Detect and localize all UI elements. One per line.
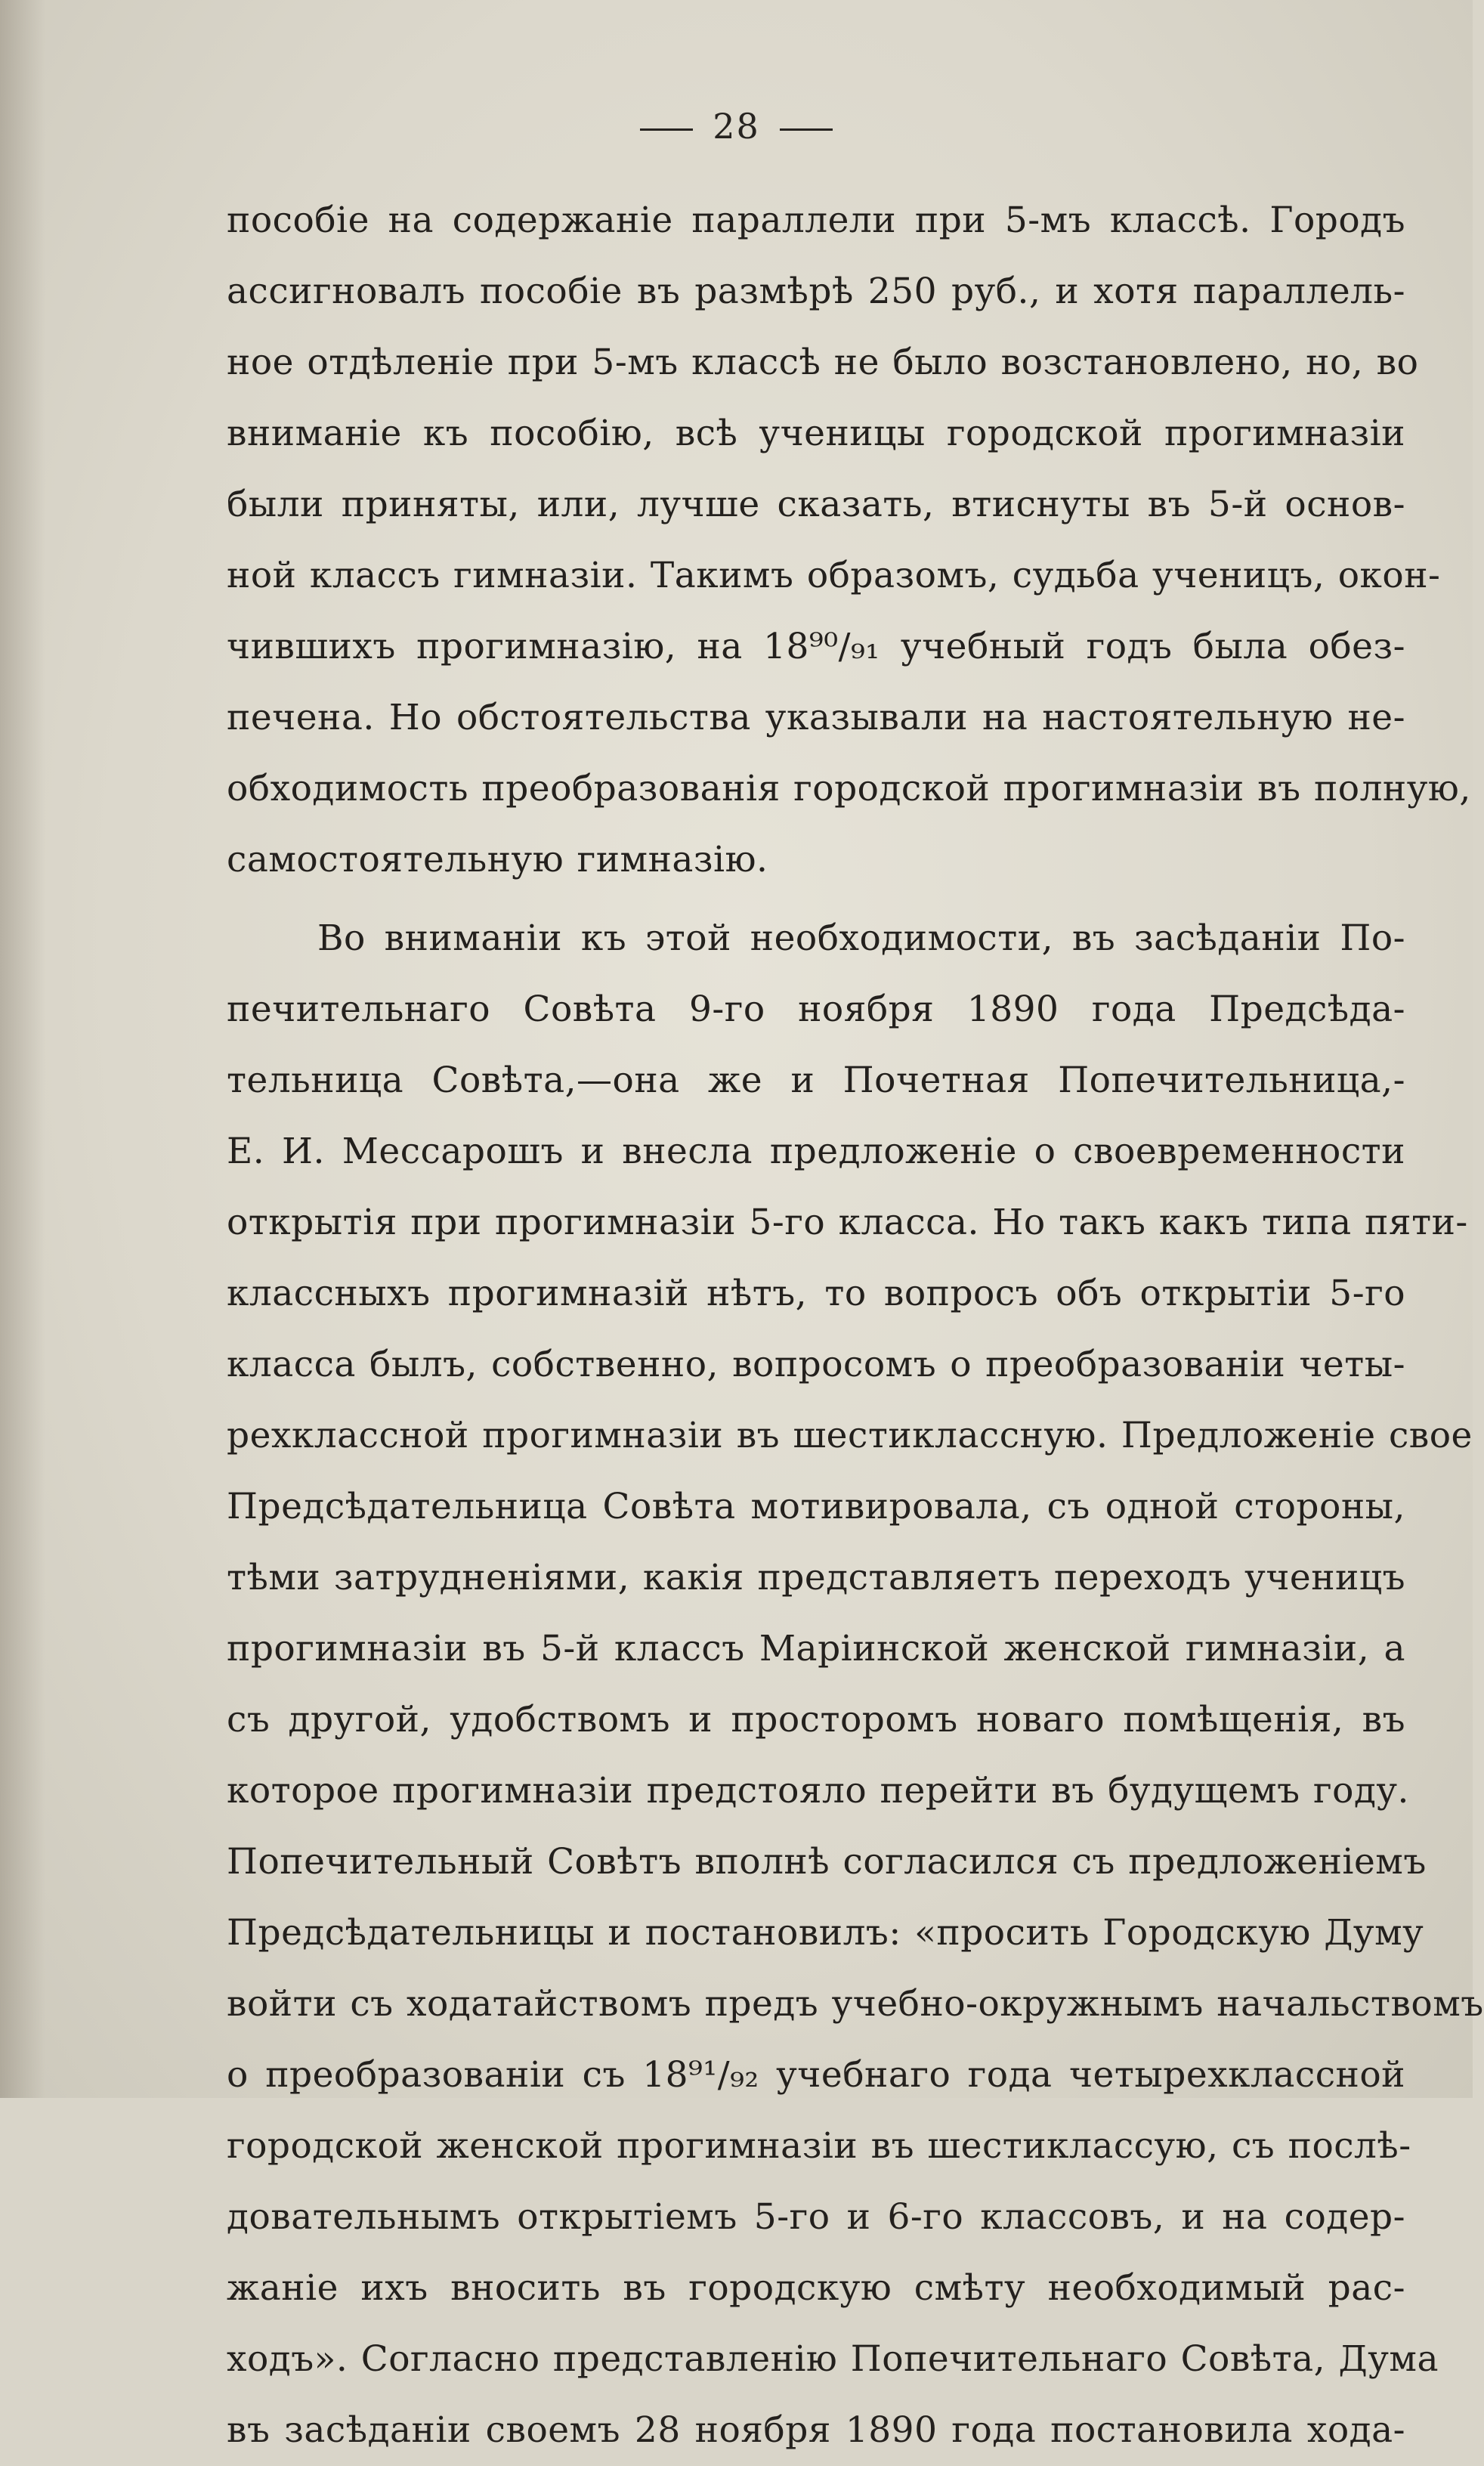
- text-line: Во вниманіи къ этой необходимости, въ засѣданіи По-: [317, 917, 1405, 959]
- text-line: въ засѣданіи своемъ 28 ноября 1890 года постановила хода-: [227, 2409, 1405, 2451]
- body-text: [227, 185, 1484, 2466]
- text-line: рехклассной прогимназіи въ шестиклассную. Предложеніе свое: [227, 1415, 1473, 1456]
- text-line: ассигновалъ пособіе въ размѣрѣ 250 руб., и хотя параллель-: [227, 271, 1405, 312]
- text-line: классныхъ прогимназій нѣтъ, то вопросъ объ открытіи 5-го: [227, 1273, 1405, 1314]
- text-line: о преобразованіи съ 18⁹¹/₉₂ учебнаго года четырехклассной: [227, 2054, 1405, 2096]
- paragraph-gap: [227, 896, 1405, 903]
- text-line: ное отдѣленіе при 5-мъ классѣ не было возстановлено, но, во: [227, 342, 1419, 383]
- text-line: войти съ ходатайствомъ предъ учебно-окружнымъ начальствомъ: [227, 1983, 1484, 2025]
- text-line: Предсѣдательница Совѣта мотивировала, съ одной стороны,: [227, 1486, 1405, 1527]
- text-line: Е. И. Мессарошъ и внесла предложеніе о своевременности: [227, 1131, 1405, 1172]
- text-line: съ другой, удобствомъ и просторомъ новаго помѣщенія, въ: [227, 1699, 1405, 1740]
- header-dash-left: [640, 128, 693, 131]
- page-edge-shadow: [0, 0, 45, 2098]
- text-line: довательнымъ открытіемъ 5-го и 6-го классовъ, и на содер-: [227, 2196, 1405, 2238]
- text-line: ной классъ гимназіи. Такимъ образомъ, судьба ученицъ, окон-: [227, 555, 1441, 596]
- page-header: [0, 106, 1473, 147]
- text-line: которое прогимназіи предстояло перейти въ будущемъ году.: [227, 1770, 1409, 1812]
- text-line: Попечительный Совѣтъ вполнѣ согласился съ предложеніемъ: [227, 1841, 1427, 1883]
- text-line: печена. Но обстоятельства указывали на настоятельную не-: [227, 697, 1405, 738]
- text-line: самостоятельную гимназію.: [227, 839, 768, 880]
- page-number: 28: [713, 106, 760, 147]
- header-dash-right: [780, 128, 833, 131]
- text-line: ходъ». Согласно представленію Попечительнаго Совѣта, Дума: [227, 2338, 1439, 2380]
- paragraph-2: [227, 903, 1484, 2466]
- text-line: вниманіе къ пособію, всѣ ученицы городской прогимназіи: [227, 413, 1405, 454]
- text-line: жаніе ихъ вносить въ городскую смѣту необходимый рас-: [227, 2267, 1405, 2309]
- text-line: тельница Совѣта,—она же и Почетная Попечительница,-: [227, 1060, 1405, 1101]
- text-line: обходимость преобразованія городской прогимназіи въ полную,: [227, 768, 1471, 809]
- text-line: были приняты, или, лучше сказать, втиснуты въ 5-й основ-: [227, 484, 1405, 525]
- text-line: чившихъ прогимназію, на 18⁹⁰/₉₁ учебный годъ была обез-: [227, 626, 1405, 667]
- text-line: Предсѣдательницы и постановилъ: «просить Городскую Думу: [227, 1912, 1424, 1954]
- text-line: класса былъ, собственно, вопросомъ о преобразованіи четы-: [227, 1344, 1405, 1385]
- text-line: городской женской прогимназіи въ шестиклассую, съ послѣ-: [227, 2125, 1411, 2167]
- text-line: открытія при прогимназіи 5-го класса. Но такъ какъ типа пяти-: [227, 1202, 1468, 1243]
- paragraph-1: [227, 185, 1471, 896]
- text-line: пособіе на содержаніе параллели при 5-мъ классѣ. Городъ: [227, 200, 1405, 241]
- text-line: прогимназіи въ 5-й классъ Маріинской женской гимназіи, а: [227, 1628, 1405, 1669]
- text-line: тѣми затрудненіями, какія представляетъ переходъ ученицъ: [227, 1557, 1405, 1598]
- text-line: печительнаго Совѣта 9-го ноября 1890 года Предсѣда-: [227, 989, 1405, 1030]
